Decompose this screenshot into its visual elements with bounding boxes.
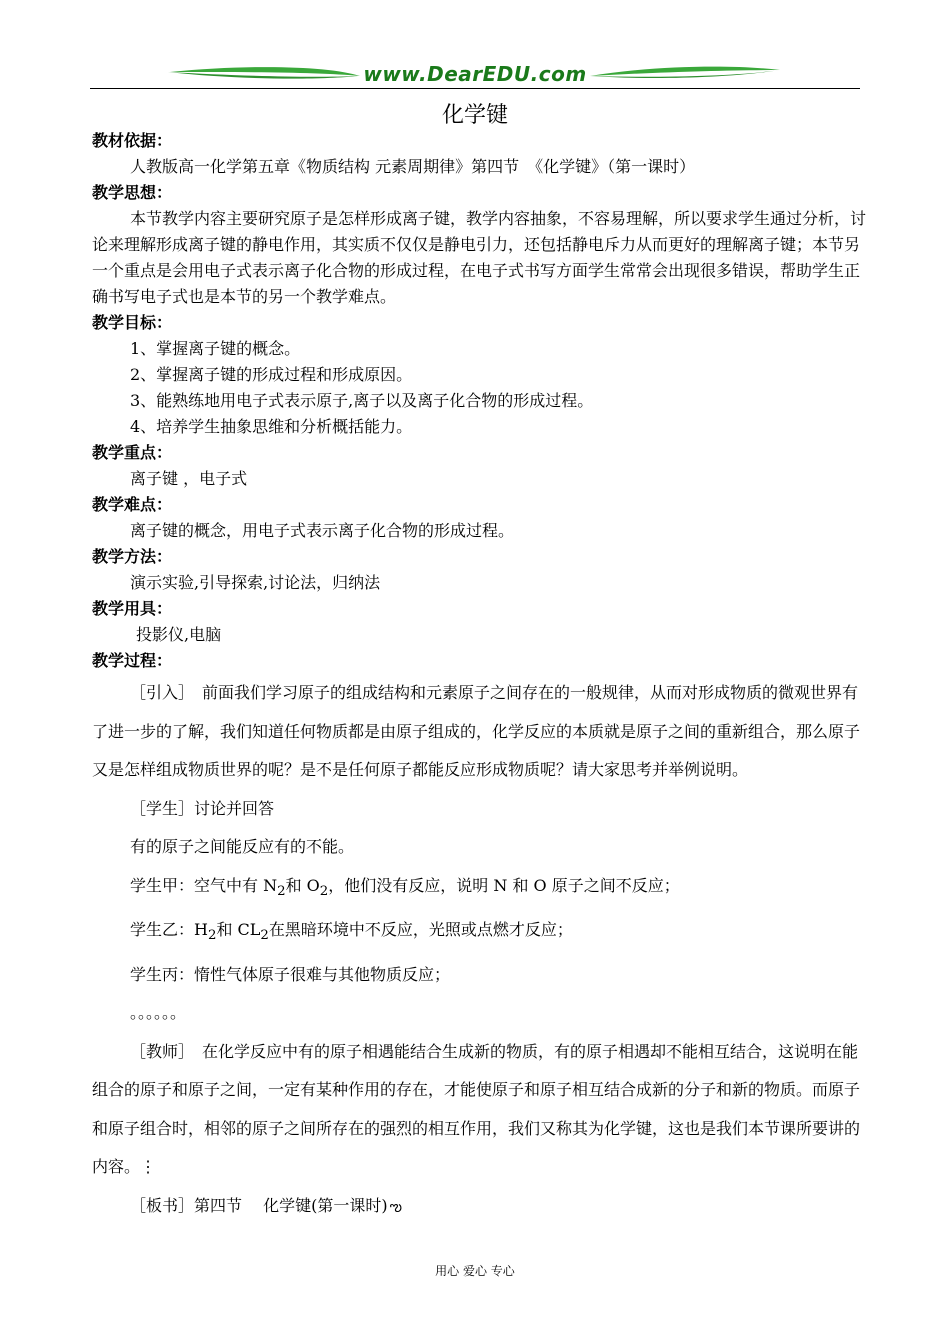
difficulty-heading: 教学难点： (92, 495, 173, 514)
subscript: 2 (319, 883, 329, 899)
student-a-line (92, 867, 872, 912)
goal-item: 3、能熟练地用电子式表示原子,离子以及离子化合物的形成过程。 (130, 391, 594, 410)
student-b-suffix: 在黑暗环境中不反应，光照或点燃才反应； (268, 920, 573, 940)
goal-item: 1、掌握离子键的概念。 (130, 339, 301, 358)
key-text: 离子键 ，电子式 (130, 469, 248, 488)
site-logo: www.DearEDU.com (363, 62, 587, 86)
ellipsis-line: 。。。。。。 (130, 1003, 187, 1023)
header-rule (90, 88, 860, 89)
idea-heading: 教学思想： (92, 183, 173, 202)
page-title: 化学键 (441, 103, 508, 128)
student-label: ［学生］讨论并回答 (130, 798, 275, 818)
student-a-suffix: ，他们没有反应，说明 N 和 O 原子之间不反应； (328, 875, 680, 895)
idea-text: 本节教学内容主要研究原子是怎样形成离子键，教学内容抽象，不容易理解，所以要求学生通过分析，讨论来理解形成离子键的静电作用，其实质不仅仅是静电引力，还包括静电斥力从而更好的理解离子键；本节另一个重点是会用电子式表示离子化合物的形成过程，在电子式书写方面学生常常会出现很多错误，帮助学生正确书写电子式也是本节的另一个教学难点。 (92, 209, 867, 306)
basis-text: 人教版高一化学第五章《物质结构 元素周期律》第四节 《化学键》（第一课时） (130, 157, 696, 176)
goal-item: 4、培养学生抽象思维和分析概括能力。 (130, 417, 413, 436)
key-heading: 教学重点： (92, 443, 173, 462)
goal-item: 2、掌握离子键的形成过程和形成原因。 (130, 365, 413, 384)
teacher-paragraph: ［教师］ 在化学反应中有的原子相遇能结合生成新的物质，有的原子相遇却不能相互结合，这说明在能组合的原子和原子之间，一定有某种作用的存在，才能使原子和原子相互结合成新的分子和新的物质。而原子和原子组合时，相邻的原子之间所存在的强烈的相互作用，我们又称其为化学键，这也是我们本节课所要讲的内容。⋮ (92, 1041, 861, 1177)
intro-paragraph: ［引入］ 前面我们学习原子的组成结构和元素原子之间存在的一般规律，从而对形成物质的微观世界有了进一步的了解，我们知道任何物质都是由原子组成的，化学反应的本质就是原子之间的重新组合，那么原子又是怎样组成物质世界的呢？是不是任何原子都能反应形成物质呢？请大家思考并举例说明。 (92, 683, 861, 779)
board-line (92, 1187, 872, 1227)
page-footer: 用心 爱心 专心 (435, 1264, 515, 1278)
method-text: 演示实验,引导探索,讨论法，归纳法 (130, 573, 381, 592)
tools-heading: 教学用具： (92, 599, 173, 618)
subscript: 2 (207, 928, 217, 944)
student-b-prefix: 学生乙：H (130, 920, 208, 940)
process-heading: 教学过程： (92, 651, 173, 670)
student-c-line: 学生丙：惰性气体原子很难与其他物质反应； (130, 964, 451, 984)
subscript: 2 (260, 928, 269, 944)
answer-text: 有的原子之间能反应有的不能。 (130, 837, 355, 856)
subscript: 2 (277, 883, 286, 899)
student-a-mid: 和 O (285, 875, 320, 895)
swash-icon: ఌ (389, 1198, 402, 1215)
student-a-prefix: 学生甲：空气中有 N (130, 875, 278, 895)
method-heading: 教学方法： (92, 547, 173, 566)
student-b-mid: 和 CL (216, 920, 261, 940)
goals-heading: 教学目标： (92, 313, 173, 332)
header-banner (90, 58, 860, 90)
board-text: ［板书］第四节 化学键(第一课时) (130, 1195, 388, 1215)
tools-text: 投影仪,电脑 (136, 625, 222, 644)
difficulty-text: 离子键的概念，用电子式表示离子化合物的形成过程。 (130, 521, 515, 540)
document-body (92, 128, 872, 1226)
student-b-line (92, 911, 872, 956)
basis-heading: 教材依据： (92, 131, 173, 150)
